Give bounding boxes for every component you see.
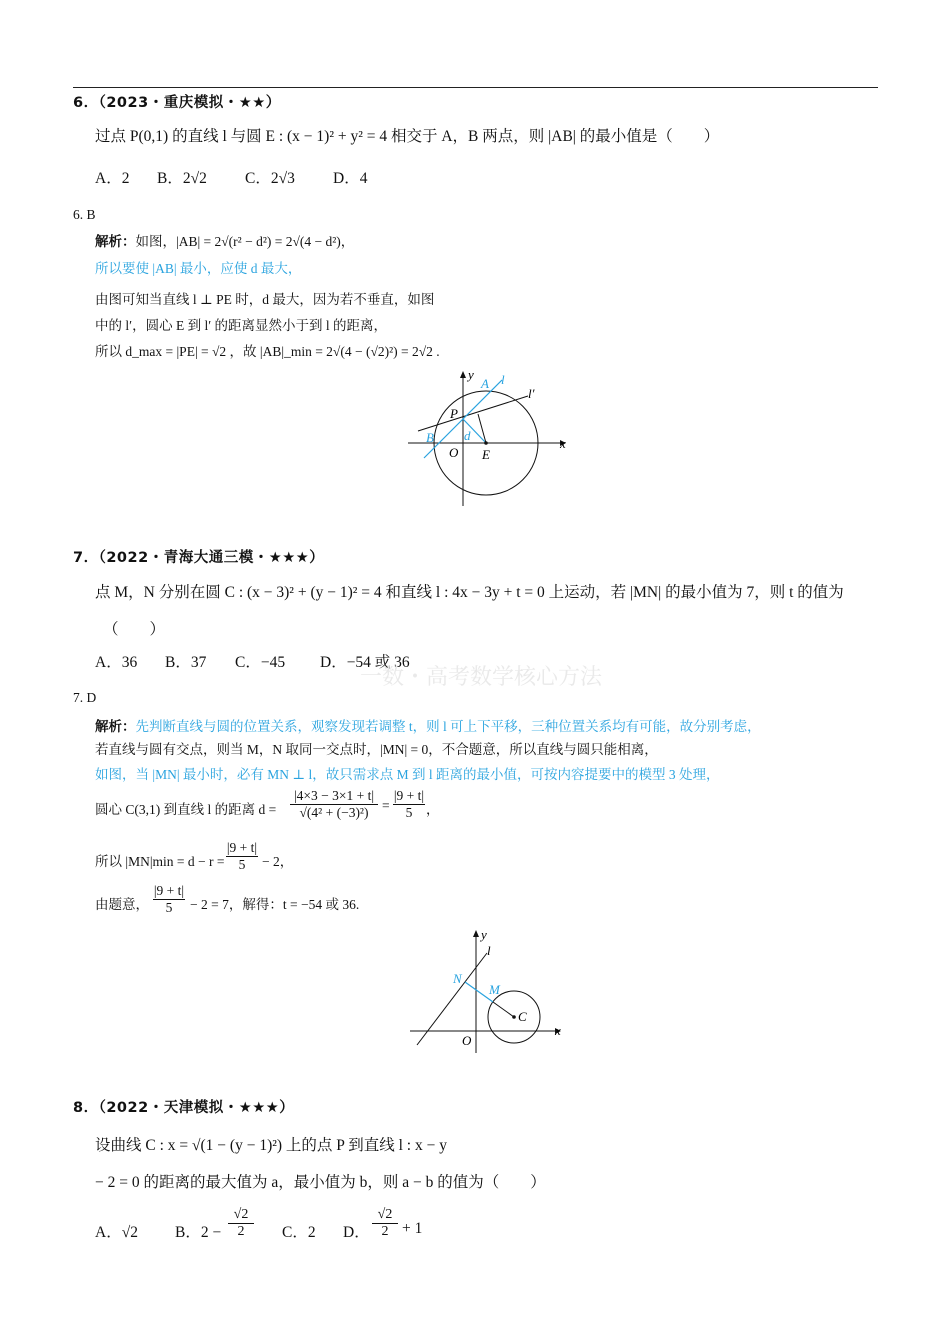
q7-fraction-2-numerator: |9 + t| xyxy=(393,788,425,803)
q7-solution-line-2: 若直线与圆有交点，则当 M，N 取同一交点时，|MN| = 0，不合题意，所以直线与圆只能相离， xyxy=(95,742,658,757)
q6-label-x: x xyxy=(560,436,566,451)
q8-option-a: A．√2 xyxy=(95,1224,138,1241)
q7-fraction-2 xyxy=(393,788,425,821)
q7-fraction-2-denominator: 5 xyxy=(393,804,425,821)
q7-solution-label: 解析： xyxy=(95,719,136,734)
q6-option-c: C．2√3 xyxy=(245,170,295,187)
q7-stem-paren: （ ） xyxy=(103,621,166,638)
q7-fraction-3-numerator: |9 + t| xyxy=(226,840,258,855)
q8-option-d-text: D． xyxy=(343,1224,370,1241)
q6-label-B: B xyxy=(426,430,434,445)
q7-fraction-4-numerator: |9 + t| xyxy=(153,883,185,898)
q6-label-d: d xyxy=(464,428,471,443)
q6-option-b: B．2√2 xyxy=(157,170,207,187)
q8-option-b-denominator: 2 xyxy=(228,1223,254,1240)
q7-solution-line-1: 先判断直线与圆的位置关系，观察发现若调整 t，则 l 可上下平移，三种位置关系均有可能，故分别考虑， xyxy=(135,719,761,734)
q7-fraction-4-denominator: 5 xyxy=(153,899,185,916)
q6-label-E: E xyxy=(482,447,490,462)
q8-option-b-numerator: √2 xyxy=(233,1207,249,1222)
q7-solution-line-3: 如图，当 |MN| 最小时，必有 MN ⊥ l，故只需求点 M 到 l 距离的最小值，可按内容提要中的模型 3 处理， xyxy=(95,767,720,782)
q7-option-a: A．36 xyxy=(95,654,138,671)
top-rule xyxy=(73,87,878,88)
q6-solution-line-3: 由图可知当直线 l ⊥ PE 时，d 最大，因为若不垂直，如图 xyxy=(95,292,435,307)
q6-stem: 过点 P(0,1) 的直线 l 与圆 E : (x − 1)² + y² = 4 相交于 A，B 两点，则 |AB| 的最小值是（ ） xyxy=(95,128,720,145)
q7-solution-result-text: 由题意， xyxy=(95,897,149,912)
q6-label-P: P xyxy=(450,406,458,421)
q6-option-d: D．4 xyxy=(333,170,368,187)
q6-point-E xyxy=(484,441,488,445)
q8-header: 8．（2022・天津模拟・★★★） xyxy=(73,1100,295,1116)
q7-fraction-3-denominator: 5 xyxy=(226,856,258,873)
q6-solution-line-1: 如图，|AB| = 2√(r² − d²) = 2√(4 − d²)， xyxy=(135,234,355,249)
q7-label-M: M xyxy=(489,982,500,997)
q6-figure xyxy=(400,366,580,511)
q8-stem-line-1: 设曲线 C : x = √(1 − (y − 1)²) 上的点 P 到直线 l : x − y xyxy=(95,1137,447,1154)
q6-solution-line-2: 所以要使 |AB| 最小，应使 d 最大， xyxy=(95,261,302,276)
q7-label-C: C xyxy=(518,1009,527,1024)
q8-option-c: C．2 xyxy=(282,1224,316,1241)
q6-solution-line-5: 所以 d_max = |PE| = √2 ，故 |AB|_min = 2√(4 − (√2)²) = 2√2 . xyxy=(95,344,440,359)
q7-label-x: x xyxy=(555,1023,561,1038)
q6-y-arrow xyxy=(460,371,466,378)
q6-solution-line-4: 中的 l′，圆心 E 到 l′ 的距离显然小于到 l 的距离， xyxy=(95,318,388,333)
q8-option-d-fraction xyxy=(372,1207,398,1240)
q8-option-b-fraction xyxy=(228,1207,254,1240)
q7-label-O: O xyxy=(462,1033,472,1048)
watermark: 一数・高考数学核心方法 xyxy=(360,665,603,690)
q7-option-c: C．−45 xyxy=(235,654,286,671)
q8-option-d-end: + 1 xyxy=(402,1220,423,1237)
q7-fraction-1 xyxy=(290,788,378,821)
q7-label-l: l xyxy=(487,943,491,958)
q7-y-arrow xyxy=(473,930,479,937)
q7-solution-min-text: 所以 |MN|min = d − r = xyxy=(95,854,225,869)
q6-label-y: y xyxy=(468,367,474,382)
q7-header: 7．（2022・青海大通三模・★★★） xyxy=(73,550,325,566)
q7-sol4-end: ， xyxy=(426,802,440,817)
q6-label-A: A xyxy=(481,376,489,391)
q7-figure xyxy=(405,925,575,1055)
q6-label-l-prime: l′ xyxy=(528,386,535,401)
q7-option-b: B．37 xyxy=(165,654,207,671)
q7-fraction-1-denominator: √(4² + (−3)²) xyxy=(290,804,378,821)
q6-label-l: l xyxy=(501,372,505,387)
q6-label-O: O xyxy=(449,445,459,460)
q7-radius xyxy=(493,1002,514,1017)
q7-option-d: D．−54 或 36 xyxy=(320,654,410,671)
q7-fraction-4 xyxy=(153,883,185,916)
q8-stem-line-2: − 2 = 0 的距离的最大值为 a，最小值为 b，则 a − b 的值为（ ） xyxy=(95,1174,546,1191)
q7-stem: 点 M，N 分别在圆 C : (x − 3)² + (y − 1)² = 4 和直线 l : 4x − 3y + t = 0 上运动，若 |MN| 的最小值为 7，则 t 的值为 xyxy=(95,584,844,601)
q7-fraction-3 xyxy=(226,840,258,873)
q7-eq-sign: = xyxy=(382,798,390,813)
q7-solution-distance-text: 圆心 C(3,1) 到直线 l 的距离 d = xyxy=(95,802,277,817)
q7-fraction-1-numerator: |4×3 − 3×1 + t| xyxy=(293,788,375,803)
q6-solution-label: 解析： xyxy=(95,234,136,249)
q8-option-d-numerator: √2 xyxy=(377,1207,393,1222)
q6-answer: 6. B xyxy=(73,207,96,222)
q7-label-y: y xyxy=(481,927,487,942)
q6-header: 6．（2023・重庆模拟・★★） xyxy=(73,95,281,111)
q6-line-l-prime xyxy=(418,396,528,431)
q7-point-C xyxy=(512,1015,516,1019)
q8-option-d-denominator: 2 xyxy=(372,1223,398,1240)
q7-sol6-end: − 2 = 7，解得：t = −54 或 36. xyxy=(190,897,360,912)
q7-answer: 7. D xyxy=(73,690,97,705)
q8-option-b-text: B．2 − xyxy=(175,1224,222,1241)
q7-sol5-end: − 2， xyxy=(262,854,294,869)
q7-label-N: N xyxy=(453,971,462,986)
q6-option-a: A．2 xyxy=(95,170,130,187)
